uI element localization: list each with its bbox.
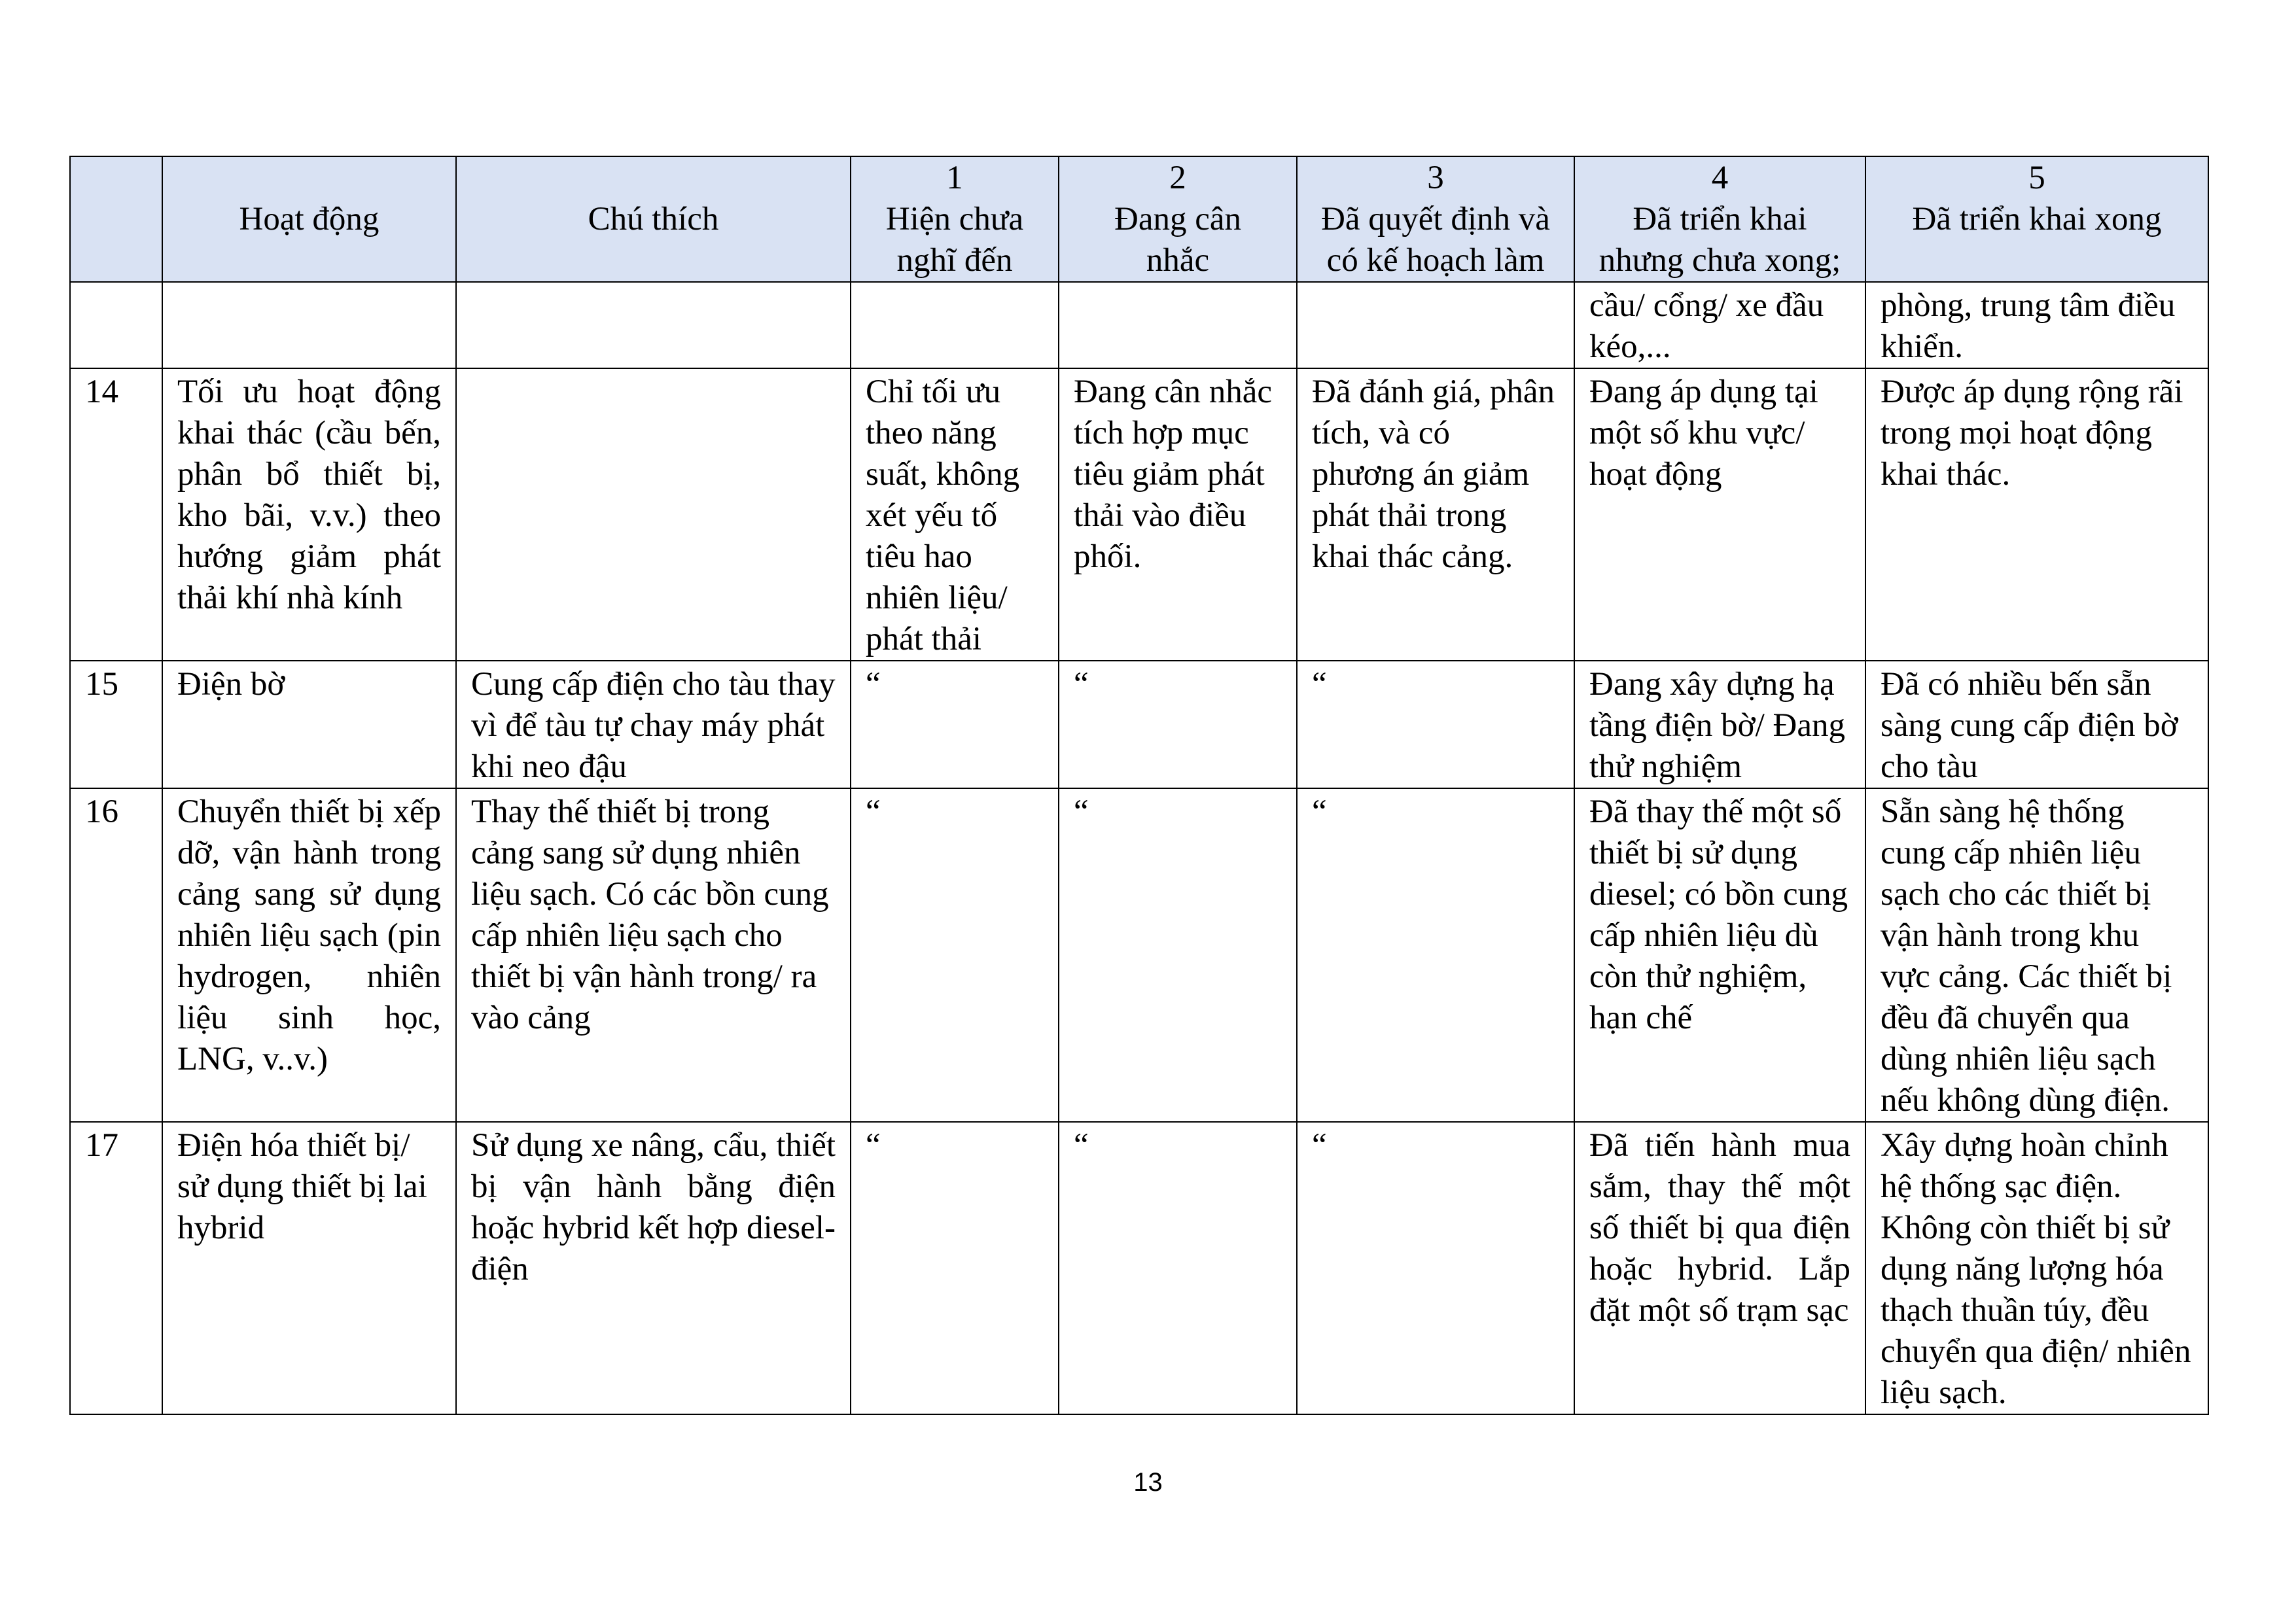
cell-activity: Tối ưu hoạt động khai thác (cầu bến, phân bổ thiết bị, kho bãi, v.v.) theo hướng giảm phát thải khí nhà kính: [162, 368, 456, 661]
cell-level-2: “: [1059, 661, 1297, 788]
cell-no: 14: [70, 368, 162, 661]
cell-note: [456, 282, 851, 368]
cell-activity: Chuyển thiết bị xếp dỡ, vận hành trong cảng sang sử dụng nhiên liệu sạch (pin hydrogen, nhiên liệu sinh học, LNG, v..v.): [162, 788, 456, 1122]
header-level-4: 4 Đã triển khai nhưng chưa xong;: [1574, 156, 1865, 282]
cell-level-4: Đang áp dụng tại một số khu vực/ hoạt động: [1574, 368, 1865, 661]
cell-level-4: cầu/ cổng/ xe đầu kéo,...: [1574, 282, 1865, 368]
cell-level-1: “: [851, 661, 1059, 788]
header-level-2: 2 Đang cân nhắc: [1059, 156, 1297, 282]
header-level-3: 3 Đã quyết định và có kế hoạch làm: [1297, 156, 1574, 282]
cell-level-4: Đã tiến hành mua sắm, thay thế một số thiết bị qua điện hoặc hybrid. Lắp đặt một số trạm sạc: [1574, 1122, 1865, 1414]
cell-activity: [162, 282, 456, 368]
page-number: 13: [1133, 1468, 1163, 1497]
header-level-5: 5 Đã triển khai xong: [1865, 156, 2208, 282]
cell-level-1: [851, 282, 1059, 368]
cell-level-1: “: [851, 788, 1059, 1122]
cell-note: Sử dụng xe nâng, cẩu, thiết bị vận hành bằng điện hoặc hybrid kết hợp diesel-điện: [456, 1122, 851, 1414]
data-table: [69, 156, 2209, 1415]
cell-level-5: Được áp dụng rộng rãi trong mọi hoạt động khai thác.: [1865, 368, 2208, 661]
cell-level-3: Đã đánh giá, phân tích, và có phương án giảm phát thải trong khai thác cảng.: [1297, 368, 1574, 661]
header-activity: Hoạt động: [162, 156, 456, 282]
cell-level-1: “: [851, 1122, 1059, 1414]
header-row: [70, 156, 2208, 282]
cell-level-5: Đã có nhiều bến sẵn sàng cung cấp điện bờ cho tàu: [1865, 661, 2208, 788]
cell-level-5: phòng, trung tâm điều khiển.: [1865, 282, 2208, 368]
cell-level-4: Đang xây dựng hạ tầng điện bờ/ Đang thử nghiệm: [1574, 661, 1865, 788]
cell-level-2: “: [1059, 788, 1297, 1122]
cell-level-2: Đang cân nhắc tích hợp mục tiêu giảm phát thải vào điều phối.: [1059, 368, 1297, 661]
cell-note: Thay thế thiết bị trong cảng sang sử dụng nhiên liệu sạch. Có các bồn cung cấp nhiên liệu sạch cho thiết bị vận hành trong/ ra vào cảng: [456, 788, 851, 1122]
cell-level-4: Đã thay thế một số thiết bị sử dụng diesel; có bồn cung cấp nhiên liệu dù còn thử nghiệm, hạn chế: [1574, 788, 1865, 1122]
cell-level-3: “: [1297, 788, 1574, 1122]
cell-activity: Điện bờ: [162, 661, 456, 788]
table-row-continuation: [70, 282, 2208, 368]
header-level-1: 1 Hiện chưa nghĩ đến: [851, 156, 1059, 282]
header-note: Chú thích: [456, 156, 851, 282]
cell-level-2: [1059, 282, 1297, 368]
cell-note: Cung cấp điện cho tàu thay vì để tàu tự chay máy phát khi neo đậu: [456, 661, 851, 788]
cell-level-3: “: [1297, 661, 1574, 788]
table-row: [70, 368, 2208, 661]
cell-no: 16: [70, 788, 162, 1122]
cell-level-5: Sẵn sàng hệ thống cung cấp nhiên liệu sạch cho các thiết bị vận hành trong khu vực cảng. Các thiết bị đều đã chuyển qua dùng nhiên liệu sạch nếu không dùng điện.: [1865, 788, 2208, 1122]
cell-no: 15: [70, 661, 162, 788]
table-row: [70, 1122, 2208, 1414]
cell-level-1: Chỉ tối ưu theo năng suất, không xét yếu tố tiêu hao nhiên liệu/ phát thải: [851, 368, 1059, 661]
table-row: [70, 788, 2208, 1122]
cell-level-2: “: [1059, 1122, 1297, 1414]
cell-note: [456, 368, 851, 661]
table-row: [70, 661, 2208, 788]
cell-no: [70, 282, 162, 368]
cell-level-3: “: [1297, 1122, 1574, 1414]
header-no: [70, 156, 162, 282]
cell-no: 17: [70, 1122, 162, 1414]
cell-activity: Điện hóa thiết bị/ sử dụng thiết bị lai hybrid: [162, 1122, 456, 1414]
cell-level-3: [1297, 282, 1574, 368]
cell-level-5: Xây dựng hoàn chỉnh hệ thống sạc điện. Không còn thiết bị sử dụng năng lượng hóa thạch thuần túy, đều chuyển qua điện/ nhiên liệu sạch.: [1865, 1122, 2208, 1414]
